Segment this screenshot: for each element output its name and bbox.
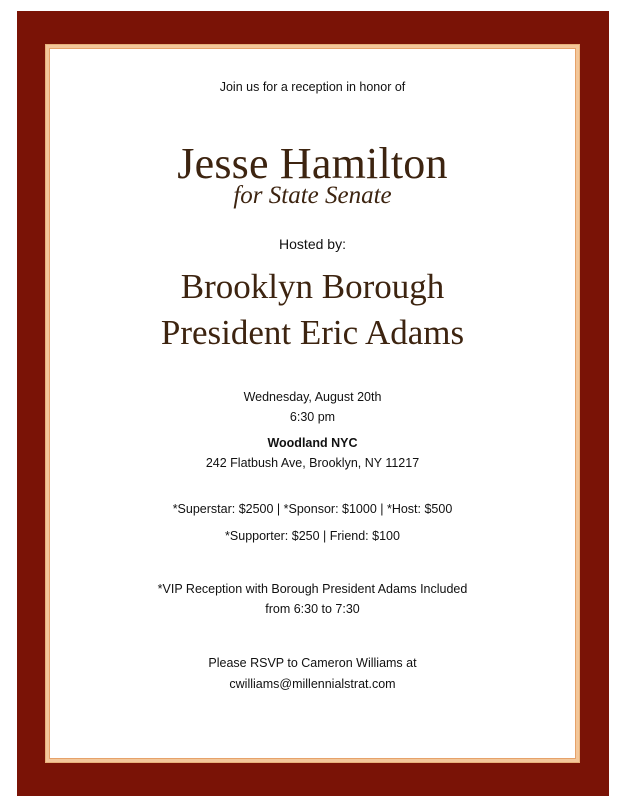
host-name-line2: President Eric Adams <box>160 313 465 352</box>
intro-text: Join us for a reception in honor of <box>219 80 406 94</box>
venue-name: Woodland NYC <box>267 436 358 450</box>
invitation-content <box>49 48 576 759</box>
vip-reception-line1: *VIP Reception with Borough President Adams Included <box>157 582 468 596</box>
vip-reception-line2: from 6:30 to 7:30 <box>265 602 360 616</box>
event-date: Wednesday, August 20th <box>243 390 382 404</box>
venue-address: 242 Flatbush Ave, Brooklyn, NY 11217 <box>205 456 420 470</box>
rsvp-text: Please RSVP to Cameron Williams at <box>208 656 417 670</box>
host-name-line1: Brooklyn Borough <box>180 267 445 306</box>
race-subtitle: for State Senate <box>233 182 392 209</box>
event-time: 6:30 pm <box>289 410 336 424</box>
hosted-by-label: Hosted by: <box>279 236 346 252</box>
contribution-levels-line2: *Supporter: $250 | Friend: $100 <box>225 529 400 543</box>
rsvp-email: cwilliams@millennialstrat.com <box>229 677 396 691</box>
contribution-levels-line1: *Superstar: $2500 | *Sponsor: $1000 | *Host: $500 <box>172 502 453 516</box>
candidate-name: Jesse Hamilton <box>177 139 448 188</box>
